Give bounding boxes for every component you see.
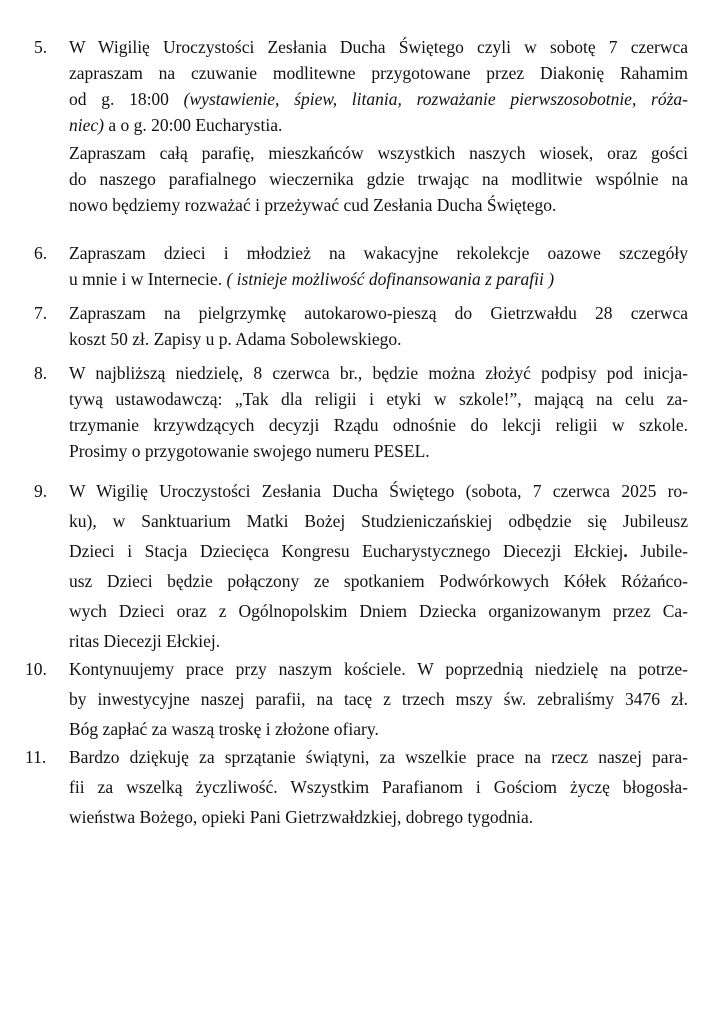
text-run: u mnie i w Internecie. (69, 269, 227, 289)
item-text-line: tywą ustawodawczą: „Tak dla religii i etyki w szkole!”, mającą na celu za- (69, 389, 688, 409)
item-number: 9. (34, 481, 48, 501)
text-run: Dzieci i Stacja Dziecięca Kongresu Eucharystycznego Diecezji Ełckiej (69, 541, 624, 561)
item-text-line: W Wigilię Uroczystości Zesłania Ducha Świętego czyli w sobotę 7 czerwca (69, 37, 688, 57)
text-run: Jubile- (627, 541, 688, 561)
item-text-line: W najbliższą niedzielę, 8 czerwca br., będzie można złożyć podpisy pod inicja- (69, 363, 688, 383)
item-text-line: Bóg zapłać za waszą troskę i złożone ofiary. (69, 719, 379, 739)
item-number: 6. (34, 243, 48, 263)
italic-text-run: ( istnieje możliwość dofinansowania z parafii ) (226, 269, 555, 289)
italic-text-run: niec) (69, 115, 104, 135)
text-run: od g. 18:00 (69, 89, 184, 109)
item-text-line (69, 266, 688, 292)
item-text-line: wieństwa Bożego, opieki Pani Gietrzwałdzkiej, dobrego tygodnia. (69, 807, 534, 827)
item-text-line: by inwestycyjne naszej parafii, na tacę z trzech mszy św. zebraliśmy 3476 zł. (69, 689, 688, 709)
item-text-line: ritas Diecezji Ełckiej. (69, 631, 221, 651)
item-text-line (69, 112, 688, 138)
item-number: 5. (34, 37, 48, 57)
item-number: 8. (34, 363, 48, 383)
item-text-line: Zapraszam na pielgrzymkę autokarowo-pieszą do Gietrzwałdu 28 czerwca (69, 303, 688, 323)
item-number: 7. (34, 303, 48, 323)
item-text-line (69, 86, 688, 112)
item-text-line: Kontynuujemy prace przy naszym kościele. W poprzednią niedzielę na potrze- (69, 659, 688, 679)
item-number: 11. (25, 747, 47, 767)
item-text-line: trzymanie krzywdzących decyzji Rządu odnośnie do lekcji religii w szkole. (69, 415, 688, 435)
item-text-line: Zapraszam dzieci i młodzież na wakacyjne rekolekcje oazowe szczegóły (69, 243, 688, 263)
item-text-line: koszt 50 zł. Zapisy u p. Adama Sobolewskiego. (69, 329, 402, 349)
item-text-line: W Wigilię Uroczystości Zesłania Ducha Świętego (sobota, 7 czerwca 2025 ro- (69, 481, 688, 501)
item-text-line: fii za wszelką życzliwość. Wszystkim Parafianom i Gościom życzę błogosła- (69, 777, 688, 797)
item-text-line: Bardzo dziękuję za sprzątanie świątyni, za wszelkie prace na rzecz naszej para- (69, 747, 688, 767)
item-text-line: zapraszam na czuwanie modlitewne przygotowane przez Diakonię Rahamim (69, 63, 688, 83)
bold-text-run: . (623, 541, 628, 561)
item-text-line: Zapraszam całą parafię, mieszkańców wszystkich naszych wiosek, oraz gości (69, 143, 688, 163)
item-text-line: ku), w Sanktuarium Matki Bożej Studzieniczańskiej odbędzie się Jubileusz (69, 511, 688, 531)
item-text-line: nowo będziemy rozważać i przeżywać cud Zesłania Ducha Świętego. (69, 195, 557, 215)
item-text-line: wych Dzieci oraz z Ogólnopolskim Dniem Dziecka organizowanym przez Ca- (69, 601, 688, 621)
item-text-line: do naszego parafialnego wieczernika gdzie trwając na modlitwie wspólnie na (69, 169, 688, 189)
text-run: a o g. 20:00 Eucharystia. (103, 115, 283, 135)
item-number: 10. (25, 659, 47, 679)
italic-text-run: (wystawienie, śpiew, litania, rozważanie pierwszosobotnie, róża- (183, 89, 688, 109)
item-text-line: usz Dzieci będzie połączony ze spotkaniem Podwórkowych Kółek Różańco- (69, 571, 688, 591)
item-text-line (69, 538, 688, 564)
item-text-line: Prosimy o przygotowanie swojego numeru PESEL. (69, 441, 430, 461)
